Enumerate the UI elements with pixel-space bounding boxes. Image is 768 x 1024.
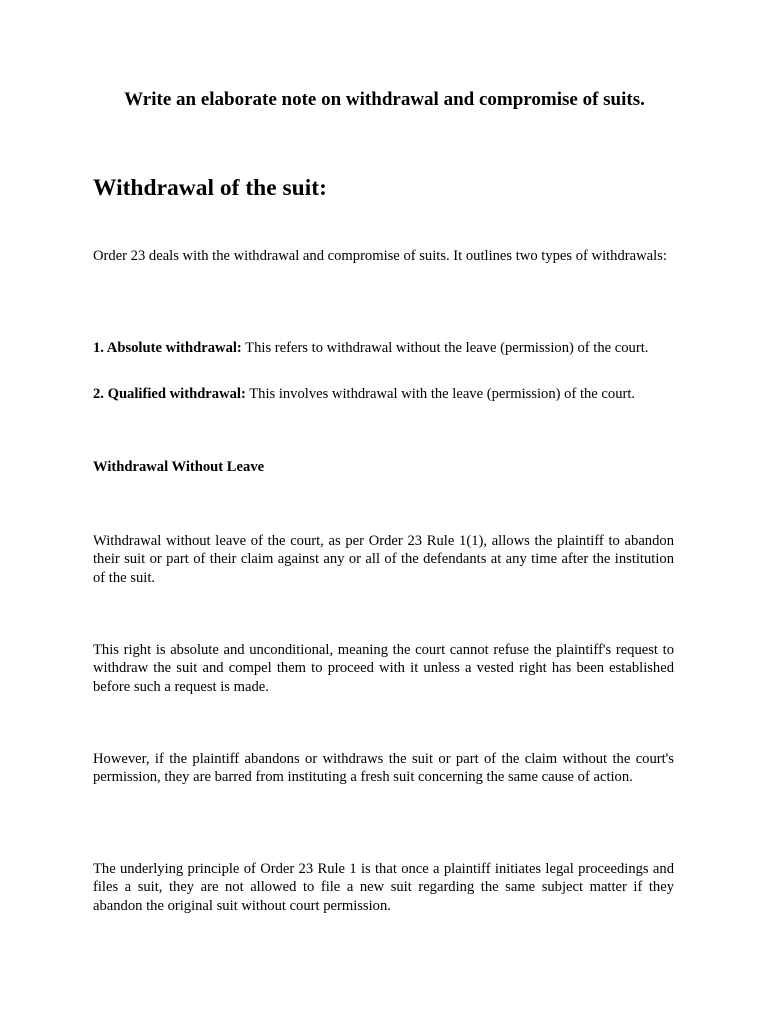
body-paragraph: However, if the plaintiff abandons or withdraws the suit or part of the claim without the court's permission, they are barred from instituting a fresh suit concerning the same cause of action. [93, 751, 674, 786]
section-heading: Withdrawal of the suit: [93, 175, 327, 201]
intro-paragraph: Order 23 deals with the withdrawal and compromise of suits. It outlines two types of withdrawals: [93, 248, 667, 264]
withdrawal-type-label: 1. Absolute withdrawal: [93, 340, 242, 356]
body-paragraph: Withdrawal without leave of the court, as per Order 23 Rule 1(1), allows the plaintiff to abandon their suit or part of their claim against any or all of the defendants at any time after the institution of the suit. [93, 533, 674, 586]
body-paragraph: The underlying principle of Order 23 Rule 1 is that once a plaintiff initiates legal proceedings and files a suit, they are not allowed to file a new suit regarding the same subject matter if they abandon the original suit without court permission. [93, 861, 674, 914]
subheading-withdrawal-without-leave: Withdrawal Without Leave [93, 459, 265, 475]
withdrawal-type-label: 2. Qualified withdrawal: [93, 386, 246, 402]
withdrawal-type-qualified [93, 385, 674, 403]
withdrawal-type-text: This refers to withdrawal without the leave (permission) of the court. [241, 340, 649, 356]
document-title: Write an elaborate note on withdrawal and compromise of suits. [124, 89, 645, 110]
withdrawal-type-absolute [93, 339, 674, 357]
body-paragraph: This right is absolute and unconditional, meaning the court cannot refuse the plaintiff's request to withdraw the suit and compel them to proceed with it unless a vested right has been established before such a request is made. [93, 642, 674, 695]
withdrawal-type-text: This involves withdrawal with the leave (permission) of the court. [245, 386, 636, 402]
